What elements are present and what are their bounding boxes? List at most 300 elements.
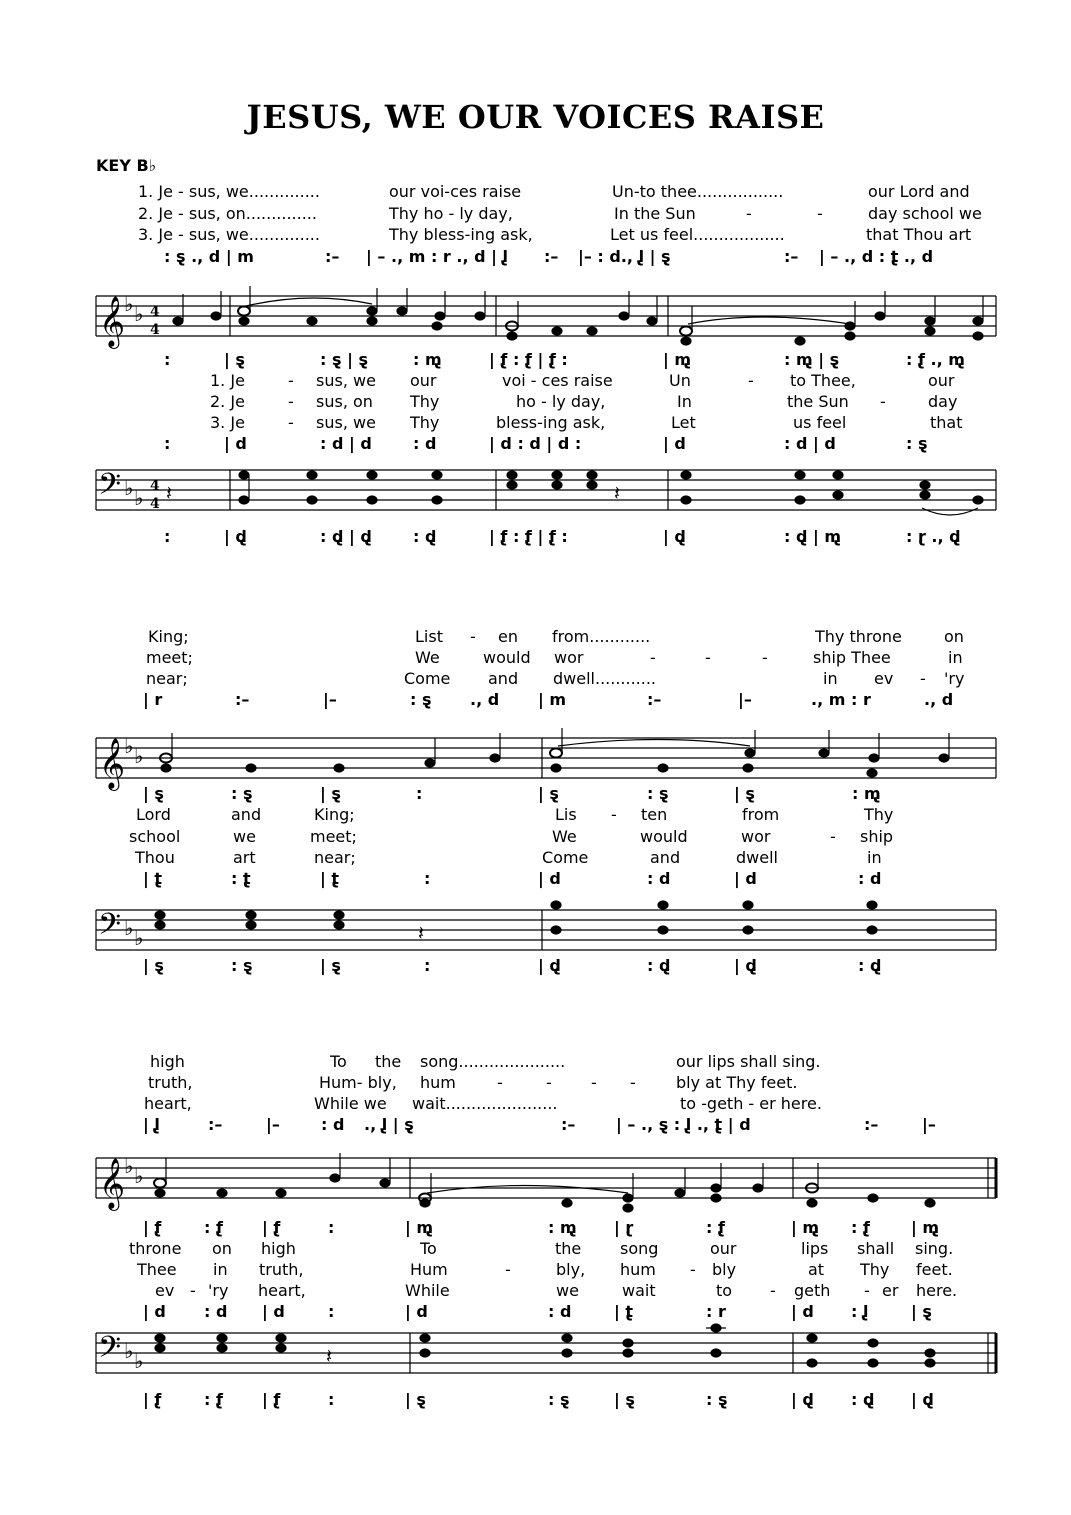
lyric-cell: 1. Je [210,371,245,390]
solfa-cell: | s̢ [911,1302,932,1321]
solfa-cell: | m [538,690,567,709]
solfa-cell: : t̢ [231,869,251,889]
lyric-cell: throne [129,1239,182,1258]
lyric-cell: the [375,1052,402,1071]
lyric-cell: meet; [310,826,357,846]
lyric-cell: Lord [136,805,171,825]
solfa-cell: : s̢ [647,784,669,803]
lyric-cell: - [288,371,294,390]
lyric-cell: we [556,1281,579,1300]
soprano-solfa [0,247,1071,269]
solfa-cell: |– [922,1115,936,1134]
lyric-cell: - [288,413,294,432]
lyric-cell: 'ry [944,669,965,688]
lyric-cell: heart, [258,1281,306,1300]
solfa-cell: | d̢ [538,956,561,975]
svg-text:𝄞: 𝄞 [99,296,126,347]
lyric-cell: sus, on [316,392,373,411]
bass-solfa [0,527,1071,549]
lyric-cell: and [231,805,262,825]
lyric-cell: bly [712,1260,737,1279]
lyric-cell: Lis [555,805,577,825]
lyric-cell: Thy ho - ly day, [389,203,513,223]
lyric-cell: ship Thee [813,648,891,667]
lyric-cell: hum [620,1260,656,1279]
solfa-cell: : s̢ [231,784,253,803]
alto-verse-2 [0,1260,1071,1282]
solfa-cell: :– [561,1115,576,1134]
solfa-cell: : f̢ ., m̢ [906,350,965,369]
lyric-cell: - [817,203,823,223]
svg-text:𝄞: 𝄞 [99,1158,126,1209]
lyric-cell: Let [671,413,696,432]
solfa-cell: : s̢ [231,956,253,975]
solfa-cell: | d̢ [224,527,247,546]
solfa-cell: | d [734,869,757,889]
lyric-cell: We [415,648,440,667]
solfa-cell: | – ., s̢ : l̢ ., t̢ | d [616,1115,751,1134]
solfa-cell: | d [262,1302,285,1321]
lyric-cell: - [762,648,768,667]
lyric-cell: wor [554,648,584,667]
lyric-cell: in [867,847,882,867]
svg-text:𝄽: 𝄽 [326,1344,333,1368]
solfa-cell: | m̢ [663,350,692,369]
lyric-cell: Thou [135,847,175,867]
solfa-cell: : [164,434,171,453]
lyric-cell: hum [420,1073,456,1092]
alto-solfa [0,784,1071,806]
lyric-cell: would [640,826,688,846]
lyric-cell: er [882,1281,899,1300]
lyric-cell: in [213,1260,228,1279]
alto-verse-3 [0,1281,1071,1303]
lyric-cell: King; [148,627,189,646]
lyric-cell: bless-ing ask, [496,413,606,432]
svg-text:𝄢: 𝄢 [98,468,122,509]
lyric-cell: In [677,392,692,411]
soprano-verse-3 [0,225,1071,247]
lyric-cell: near; [314,847,356,867]
lyric-cell: meet; [146,648,193,667]
key-signature-label: KEY B♭ [96,156,157,175]
lyric-cell: ev [155,1281,175,1300]
solfa-cell: | d [791,1302,814,1321]
soprano-verse-2 [0,648,1071,670]
svg-text:♭: ♭ [134,1164,144,1188]
lyric-cell: Hum- bly, [319,1073,397,1092]
solfa-cell: : f̢ [204,1390,223,1409]
lyric-cell: We [552,826,577,846]
lyric-cell: Let us feel.................. [610,225,785,244]
svg-text:♭: ♭ [124,1154,134,1178]
lyric-cell: 2. Je [210,392,245,411]
lyric-cell: - [705,648,711,667]
lyric-cell: Thee [137,1260,177,1279]
solfa-cell: : m̢ [852,784,881,803]
tenor-solfa [0,434,1071,456]
lyric-cell: - [864,1281,870,1300]
treble-staff-3 [0,1148,1071,1228]
lyric-cell: from............ [552,627,651,646]
soprano-verse-3 [0,669,1071,691]
svg-text:♭: ♭ [134,302,144,326]
lyric-cell: While [405,1281,450,1300]
solfa-cell: : d | d [320,434,372,453]
solfa-cell: : l̢ [851,1302,869,1321]
lyric-cell: Come [542,847,589,867]
solfa-cell: : m̢ | s̢ [784,350,840,369]
lyric-cell: Un-to thee................. [612,182,784,201]
svg-text:4: 4 [150,322,160,338]
lyric-cell: voi - ces raise [502,371,613,390]
lyric-cell: 3. Je - sus, we.............. [138,225,320,244]
solfa-cell: | s̢ [320,956,341,975]
lyric-cell: and [488,669,519,688]
solfa-cell: ., d [924,690,954,709]
lyric-cell: day [928,392,958,411]
lyric-cell: Un [669,371,691,390]
svg-text:♭: ♭ [134,1349,144,1373]
lyric-cell: we [233,826,256,846]
alto-solfa [0,1218,1071,1240]
lyric-cell: shall [857,1239,895,1258]
svg-text:♭: ♭ [134,926,144,950]
alto-verse-2 [0,827,1071,849]
lyric-cell: to Thee, [790,371,856,390]
lyric-cell: school [129,826,181,846]
solfa-cell: ., l̢ | s̢ [364,1115,414,1134]
alto-verse-2 [0,392,1071,414]
lyric-cell: 3. Je [210,413,245,432]
solfa-cell: |– [738,690,752,709]
solfa-cell: : d [548,1302,572,1321]
solfa-cell: | d [224,434,247,453]
svg-text:♭: ♭ [124,292,134,316]
svg-text:𝄢: 𝄢 [98,908,122,949]
solfa-cell: : d [321,1115,345,1134]
lyric-cell: - [770,1281,776,1300]
solfa-cell: | t̢ [320,869,340,889]
solfa-cell: | s̢ [405,1390,426,1409]
solfa-cell: ., m : r [811,690,871,709]
solfa-cell: : [328,1302,335,1321]
solfa-cell: : s̢ ., d | m [164,246,254,266]
lyric-cell: 2. Je - sus, on.............. [138,203,317,223]
hymn-title: JESUS, WE OUR VOICES RAISE [246,98,825,136]
svg-text:♭: ♭ [124,734,134,758]
lyric-cell: sus, we [316,413,376,432]
solfa-cell: | s̢ [143,784,164,803]
solfa-cell: | – ., d : t̢ ., d [819,246,934,266]
lyric-cell: our [928,371,955,390]
lyric-cell: - [630,1073,636,1092]
lyric-cell: our Lord and [868,182,970,201]
lyric-cell: To [330,1052,347,1071]
solfa-cell: : m̢ [413,350,442,369]
bass-solfa [0,956,1071,978]
solfa-cell: | d [663,434,686,453]
solfa-cell: | f̢ : f̢ | f̢ : [489,527,568,546]
svg-text:♭: ♭ [124,1339,134,1363]
lyric-cell: Hum [410,1260,448,1279]
bass-solfa [0,1390,1071,1412]
solfa-cell: | m̢ [405,1218,434,1237]
solfa-cell: | s̢ [614,1390,635,1409]
lyric-cell: from [742,805,780,825]
lyric-cell: Come [404,669,451,688]
lyric-cell: us feel [793,413,847,432]
lyric-cell: bly, [556,1260,586,1279]
soprano-verse-1 [0,182,1071,204]
solfa-cell: : f̢ [851,1218,870,1237]
tenor-solfa [0,1302,1071,1324]
solfa-cell: | f̢ : f̢ | f̢ : [489,350,568,369]
solfa-cell: : [164,350,171,369]
lyric-cell: ev [874,669,894,688]
lyric-cell: to -geth - er here. [680,1094,822,1113]
lyric-cell: ho - ly day, [516,392,606,411]
solfa-cell: : [164,527,171,546]
lyric-cell: - [591,1073,597,1092]
solfa-cell: : [328,1218,335,1237]
svg-text:𝄽: 𝄽 [614,481,621,505]
lyric-cell: - [288,392,294,411]
lyric-cell: - [746,203,752,223]
lyric-cell: at [808,1260,825,1279]
solfa-cell: : d [413,434,437,453]
soprano-solfa [0,1115,1071,1137]
svg-text:4: 4 [150,304,160,320]
lyric-cell: our lips shall sing. [676,1052,821,1071]
svg-text:𝄢: 𝄢 [98,1331,122,1372]
lyric-cell: that Thou art [866,225,972,244]
solfa-cell: | r [143,690,163,709]
lyric-cell: Thy [860,1260,890,1279]
solfa-cell: : [328,1390,335,1409]
lyric-cell: 'ry [208,1281,229,1300]
lyric-cell: Thy throne [815,627,902,646]
lyric-cell: King; [314,805,355,825]
solfa-cell: | r̢ [614,1218,634,1237]
lyric-cell: ten [641,805,668,825]
lyric-cell: - [748,371,754,390]
solfa-cell: :– [784,246,799,266]
lyric-cell: dwell [736,847,778,867]
lyric-cell: en [498,627,518,646]
soprano-verse-2 [0,1073,1071,1095]
lyric-cell: in [948,648,963,667]
lyric-cell: - [190,1281,196,1300]
lyric-cell: here. [916,1281,958,1300]
lyric-cell: song..................... [420,1052,566,1071]
soprano-verse-1 [0,1052,1071,1074]
lyric-cell: Thy [410,392,440,411]
solfa-cell: : s̢ [410,690,432,709]
lyric-cell: truth, [259,1260,304,1279]
solfa-cell: : d [647,869,671,889]
lyric-cell: sing. [915,1239,954,1258]
solfa-cell: | t̢ [143,869,163,889]
alto-verse-3 [0,413,1071,435]
alto-verse-1 [0,1239,1071,1261]
svg-text:4: 4 [150,496,160,512]
solfa-cell: : [424,956,431,975]
lyric-cell: - [690,1260,696,1279]
solfa-cell: ., d [470,690,500,709]
lyric-cell: on [944,627,964,646]
tenor-solfa [0,869,1071,891]
lyric-cell: dwell............ [553,669,657,688]
solfa-cell: : s̢ [548,1390,570,1409]
solfa-cell: : d̢ [858,956,882,975]
solfa-cell: : [416,784,423,803]
solfa-cell: | d̢ [911,1390,934,1409]
lyric-cell: wor [741,826,771,846]
solfa-cell: | s̢ [320,784,341,803]
solfa-cell: : d | d [784,434,836,453]
solfa-cell: | m̢ [791,1218,820,1237]
lyric-cell: - [546,1073,552,1092]
lyric-cell: truth, [148,1073,193,1092]
lyric-cell: our voi-ces raise [389,182,522,201]
solfa-cell: | d [538,869,561,889]
svg-text:♭: ♭ [134,744,144,768]
solfa-cell: : s̢ [906,434,928,453]
solfa-cell: :– [544,246,559,266]
solfa-cell: | f̢ [143,1218,162,1237]
lyric-cell: - [920,669,926,688]
solfa-cell: : [424,869,431,889]
solfa-cell: | d̢ [663,527,686,546]
solfa-cell: | s̢ [224,350,245,369]
lyric-cell: in [823,669,838,688]
solfa-cell: :– [235,690,250,709]
solfa-cell: | d [143,1302,166,1321]
lyric-cell: 1. Je - sus, we.............. [138,182,320,201]
alto-verse-1 [0,805,1071,827]
lyric-cell: day school we [868,203,982,223]
lyric-cell: to [716,1281,733,1300]
svg-text:♭: ♭ [124,476,134,500]
solfa-cell: | s̢ [538,784,559,803]
lyric-cell: the Sun [787,392,849,411]
solfa-cell: : f̢ [204,1218,223,1237]
svg-text:4: 4 [150,478,160,494]
svg-text:𝄽: 𝄽 [418,921,425,945]
lyric-cell: While we [314,1094,387,1113]
solfa-cell: | s̢ [734,784,755,803]
solfa-cell: : s̢ [706,1390,728,1409]
lyric-cell: wait...................... [412,1094,558,1113]
lyric-cell: List [415,627,443,646]
lyric-cell: In the Sun [614,203,696,223]
solfa-cell: : d [204,1302,228,1321]
solfa-cell: | d̢ [734,956,757,975]
solfa-cell: :– [325,246,340,266]
soprano-verse-1 [0,627,1071,649]
lyric-cell: lips [801,1239,829,1258]
svg-text:♭: ♭ [134,486,144,510]
lyric-cell: - [880,392,886,411]
alto-solfa [0,350,1071,372]
lyric-cell: Thy bless-ing ask, [389,225,533,244]
lyric-cell: song [620,1239,659,1258]
solfa-cell: | l̢ [143,1115,160,1134]
lyric-cell: - [830,826,836,846]
solfa-cell: | s̢ [143,956,164,975]
lyric-cell: bly at Thy feet. [676,1073,798,1092]
soprano-solfa [0,690,1071,712]
solfa-cell: | d [405,1302,428,1321]
solfa-cell: | m̢ [911,1218,940,1237]
soprano-verse-2 [0,204,1071,226]
lyric-cell: - [497,1073,503,1092]
solfa-cell: : d̢ | m̢ [784,527,842,546]
solfa-cell: | f̢ [262,1218,281,1237]
lyric-cell: sus, we [316,371,376,390]
solfa-cell: : d̢ [851,1390,875,1409]
solfa-cell: : m̢ [548,1218,577,1237]
solfa-cell: |– [266,1115,280,1134]
lyric-cell: - [611,805,617,825]
solfa-cell: | – ., m : r ., d | l̢ [366,246,509,266]
svg-text:𝄞: 𝄞 [99,738,126,789]
solfa-cell: | f̢ [262,1390,281,1409]
lyric-cell: wait [622,1281,656,1300]
lyric-cell: Thy [864,805,894,825]
lyric-cell: and [650,847,681,867]
solfa-cell: : d̢ [413,527,437,546]
lyric-cell: high [261,1239,296,1258]
lyric-cell: our [410,371,437,390]
lyric-cell: high [150,1052,185,1071]
lyric-cell: To [420,1239,437,1258]
lyric-cell: Thy [410,413,440,432]
solfa-cell: | t̢ [614,1302,634,1321]
lyric-cell: near; [146,669,188,688]
svg-text:𝄽: 𝄽 [166,481,173,505]
lyric-cell: - [470,627,476,646]
solfa-cell: | f̢ [143,1390,162,1409]
solfa-cell: :– [208,1115,223,1134]
solfa-cell: :– [864,1115,879,1134]
solfa-cell: : d̢ [647,956,671,975]
solfa-cell: : r [706,1302,726,1321]
solfa-cell: : d̢ | d̢ [320,527,372,546]
soprano-verse-3 [0,1094,1071,1116]
lyric-cell: that [930,413,963,432]
lyric-cell: our [710,1239,737,1258]
lyric-cell: the [555,1239,582,1258]
lyric-cell: would [483,648,531,667]
solfa-cell: : f̢ [706,1218,725,1237]
alto-verse-1 [0,371,1071,393]
solfa-cell: : d [858,869,882,889]
solfa-cell: | d̢ [791,1390,814,1409]
solfa-cell: | d : d | d : [489,434,582,453]
lyric-cell: art [233,847,256,867]
lyric-cell: ship [860,826,894,846]
solfa-cell: :– [647,690,662,709]
lyric-cell: feet. [916,1260,953,1279]
lyric-cell: on [212,1239,232,1258]
solfa-cell: |– : d., l̢ | s̢ [578,246,671,266]
lyric-cell: - [650,648,656,667]
solfa-cell: |– [323,690,337,709]
solfa-cell: : s̢ | s̢ [320,350,368,369]
lyric-cell: - [505,1260,511,1279]
